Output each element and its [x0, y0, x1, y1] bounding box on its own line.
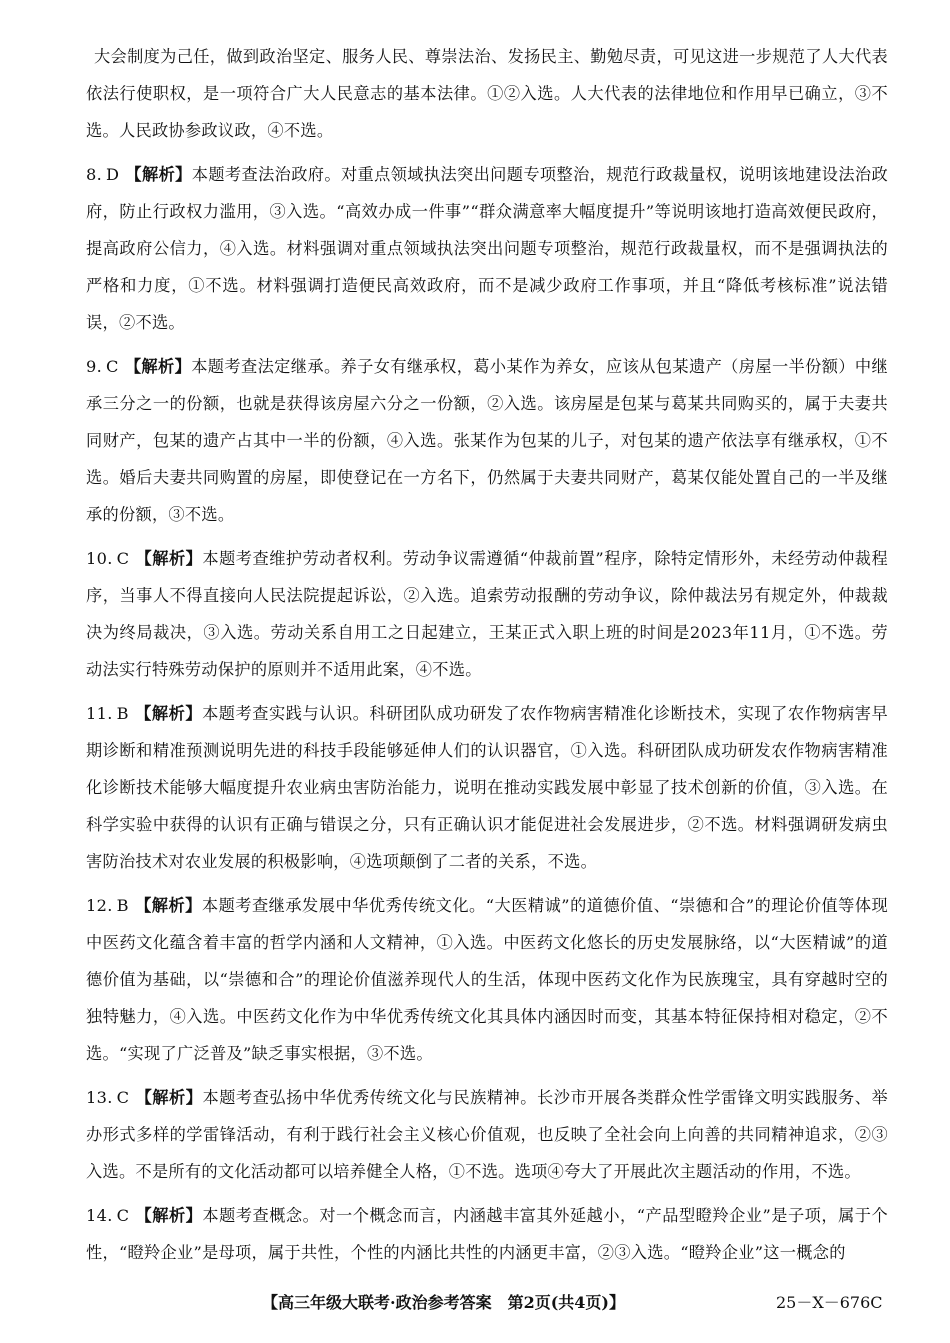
item-number: 11. [86, 704, 113, 723]
page-footer [0, 1286, 950, 1316]
item-analysis-tag: 【解析】 [134, 896, 202, 915]
answer-item-12 [86, 887, 888, 1072]
item-number: 14. [86, 1206, 113, 1225]
footer-document-code: 25－X－676C [776, 1293, 883, 1312]
item-analysis-tag: 【解析】 [125, 165, 192, 184]
item-number: 12. [86, 896, 113, 915]
item-analysis-tag: 【解析】 [135, 1088, 203, 1107]
item-analysis-tag: 【解析】 [134, 704, 203, 723]
item-answer: C [116, 549, 130, 568]
footer-title: 【高三年级大联考·政治参考答案 第2页(共4页)】 [262, 1293, 625, 1312]
answer-item-10 [86, 540, 888, 688]
item-analysis-text: 本题考查法定继承。养子女有继承权，葛小某作为养女，应该从包某遗产（房屋一半份额）中继承三分之一的份额，也就是获得该房屋六分之一份额，②入选。该房屋是包某与葛某共同购买的，属于夫妻共同财产，包某的遗产占其中一半的份额，④入选。张某作为包某的儿子，对包某的遗产依法享有继承权，①不选。婚后夫妻共同购置的房屋，即使登记在一方名下，仍然属于夫妻共同财产，葛某仅能处置自己的一半及继承的份额，③不选。 [86, 357, 888, 524]
item-analysis-text: 本题考查维护劳动者权利。劳动争议需遵循“仲裁前置”程序，除特定情形外，未经劳动仲裁程序，当事人不得直接向人民法院提起诉讼，②入选。追索劳动报酬的劳动争议，除仲裁法另有规定外，仲裁裁决为终局裁决，③入选。劳动关系自用工之日起建立，王某正式入职上班的时间是2023年11月，①不选。劳动法实行特殊劳动保护的原则并不适用此案，④不选。 [86, 549, 888, 679]
item-answer: D [106, 165, 120, 184]
item-answer: C [106, 357, 119, 376]
item-analysis-tag: 【解析】 [135, 549, 203, 568]
answer-item-8 [86, 156, 888, 341]
item-number: 13. [86, 1088, 113, 1107]
item-analysis-text: 本题考查概念。对一个概念而言，内涵越丰富其外延越小，“产品型瞪羚企业”是子项，属于个性，“瞪羚企业”是母项，属于共性，个性的内涵比共性的内涵更丰富，②③入选。“瞪羚企业”这一概念的 [86, 1206, 888, 1262]
item-number: 8. [86, 165, 103, 184]
answer-item-11 [86, 695, 888, 880]
item-analysis-text: 本题考查实践与认识。科研团队成功研发了农作物病害精准化诊断技术，实现了农作物病害早期诊断和精准预测说明先进的科技手段能够延伸人们的认识器官，①入选。科研团队成功研发农作物病害精准化诊断技术能够大幅度提升农业病虫害防治能力，说明在推动实践发展中彰显了技术创新的价值，③入选。在科学实验中获得的认识有正确与错误之分，只有正确认识才能促进社会发展进步，②不选。材料强调研发病虫害防治技术对农业发展的积极影响，④选项颠倒了二者的关系，不选。 [86, 704, 889, 871]
intro-continuation-paragraph: 大会制度为己任，做到政治坚定、服务人民、尊崇法治、发扬民主、勤勉尽责，可见这进一步规范了人大代表依法行使职权，是一项符合广大人民意志的基本法律。①②入选。人大代表的法律地位和作用早已确立，③不选。人民政协参政议政，④不选。 [86, 47, 888, 140]
item-answer: C [116, 1088, 130, 1107]
item-analysis-tag: 【解析】 [135, 1206, 203, 1225]
item-answer: B [116, 896, 129, 915]
item-analysis-text: 本题考查弘扬中华优秀传统文化与民族精神。长沙市开展各类群众性学雷锋文明实践服务、举办形式多样的学雷锋活动，有利于践行社会主义核心价值观，也反映了全社会向上向善的共同精神追求，②③入选。不是所有的文化活动都可以培养健全人格，①不选。选项④夸大了开展此次主题活动的作用，不选。 [86, 1088, 888, 1181]
answer-item-9 [86, 348, 888, 533]
item-number: 10. [86, 549, 113, 568]
answer-item-13 [86, 1079, 888, 1190]
item-answer: B [116, 704, 129, 723]
item-number: 9. [86, 357, 103, 376]
answer-item-14 [86, 1197, 888, 1271]
item-answer: C [116, 1206, 130, 1225]
item-analysis-tag: 【解析】 [124, 357, 192, 376]
item-analysis-text: 本题考查继承发展中华优秀传统文化。“大医精诚”的道德价值、“崇德和合”的理论价值等体现中医药文化蕴含着丰富的哲学内涵和人文精神，①入选。中医药文化悠长的历史发展脉络，以“大医精诚”的道德价值为基础，以“崇德和合”的理论价值滋养现代人的生活，体现中医药文化作为民族瑰宝，具有穿越时空的独特魅力，④入选。中医药文化作为中华优秀传统文化其具体内涵因时而变，其基本特征保持相对稳定，②不选。“实现了广泛普及”缺乏事实根据，③不选。 [86, 896, 889, 1063]
item-analysis-text: 本题考查法治政府。对重点领域执法突出问题专项整治，规范行政裁量权，说明该地建设法治政府，防止行政权力滥用，③入选。“高效办成一件事”“群众满意率大幅度提升”等说明该地打造高效便民政府，提高政府公信力，④入选。材料强调对重点领域执法突出问题专项整治，规范行政裁量权，而不是强调执法的严格和力度，①不选。材料强调打造便民高效政府，而不是减少政府工作事项，并且“降低考核标准”说法错误，②不选。 [86, 165, 888, 332]
